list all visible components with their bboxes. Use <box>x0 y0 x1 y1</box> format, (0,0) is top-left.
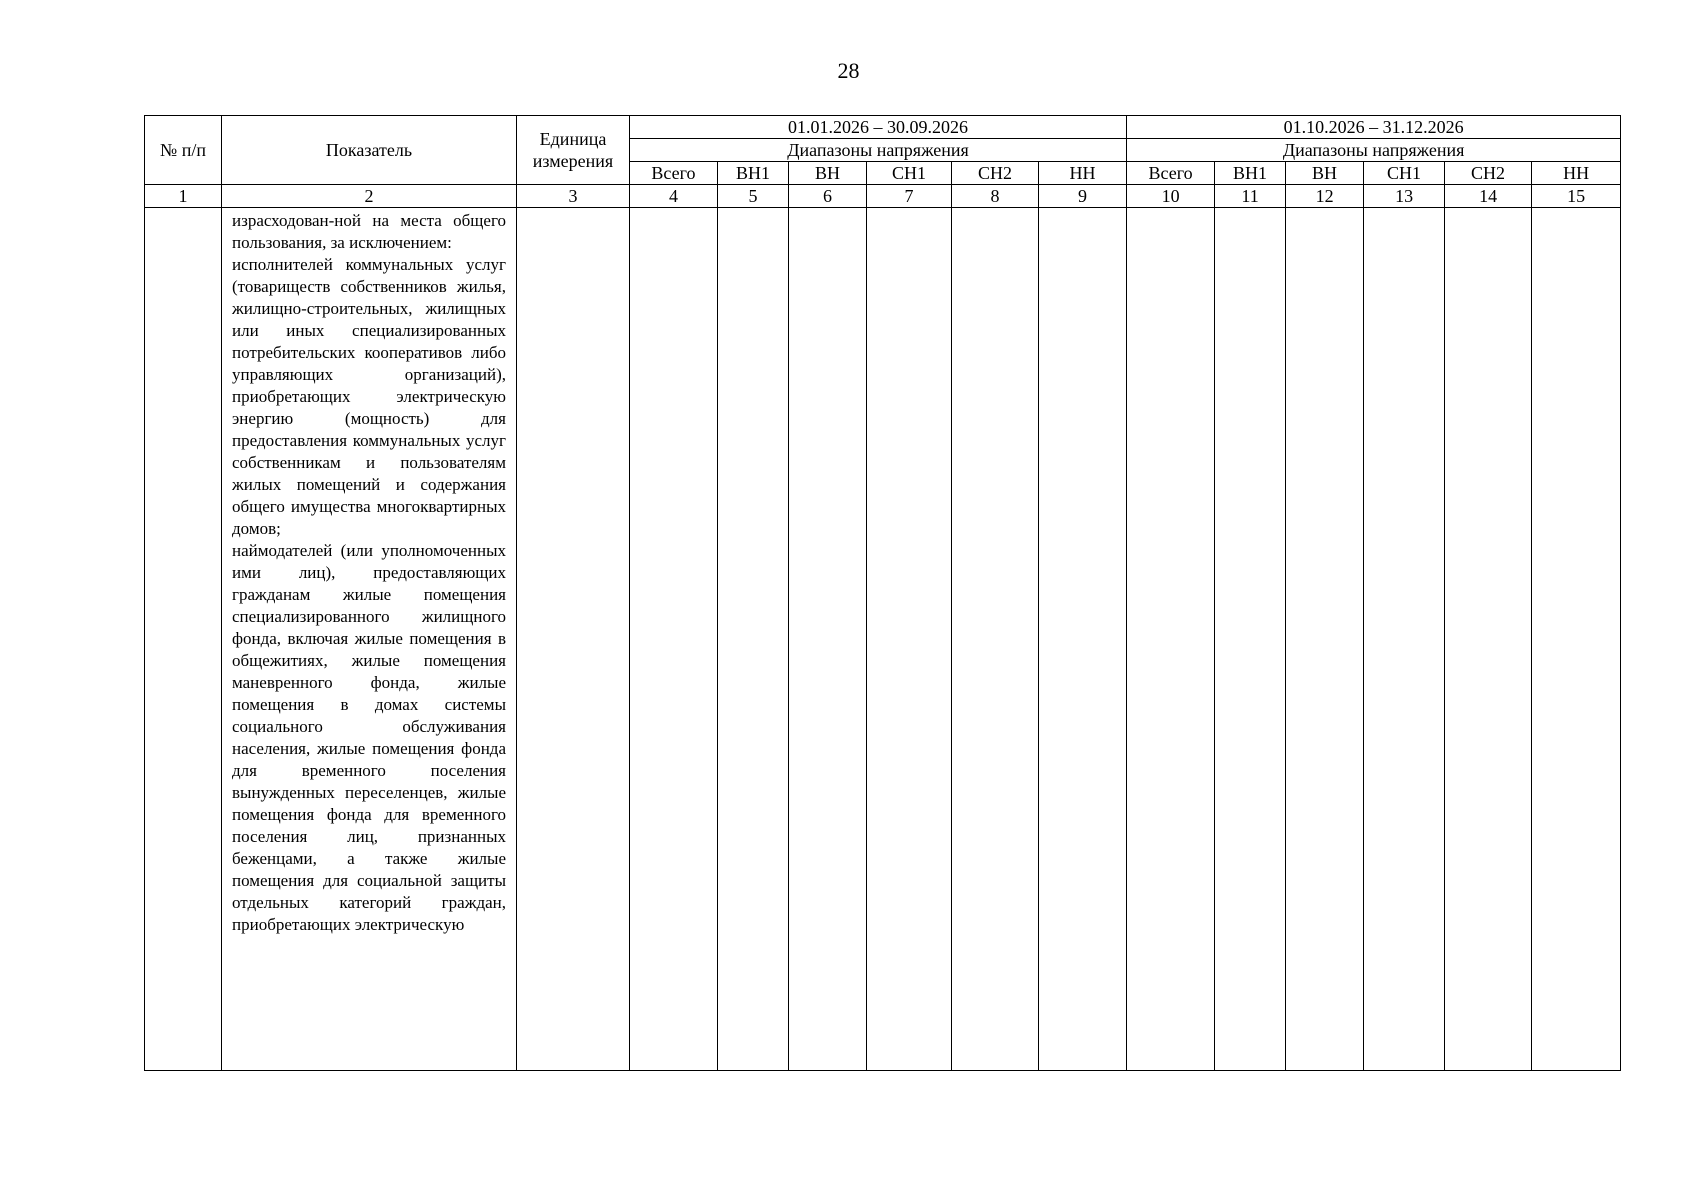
subcol-vn1-2: ВН1 <box>1215 162 1286 185</box>
value-cell <box>1039 208 1127 1071</box>
colnum: 12 <box>1286 185 1364 208</box>
colnum: 2 <box>222 185 517 208</box>
value-cell <box>718 208 789 1071</box>
value-cell <box>952 208 1039 1071</box>
colnum: 6 <box>789 185 867 208</box>
value-cell <box>1127 208 1215 1071</box>
subcol-total-1: Всего <box>630 162 718 185</box>
header-period-1: 01.01.2026 – 30.09.2026 <box>630 116 1127 139</box>
colnum: 7 <box>867 185 952 208</box>
value-cell <box>867 208 952 1071</box>
value-cell <box>1364 208 1445 1071</box>
page-number: 28 <box>837 58 860 83</box>
colnum: 9 <box>1039 185 1127 208</box>
subcol-sn1-2: СН1 <box>1364 162 1445 185</box>
subcol-nn-2: НН <box>1532 162 1621 185</box>
table-row <box>145 208 1621 1071</box>
subcol-vn-2: ВН <box>1286 162 1364 185</box>
value-cell <box>630 208 718 1071</box>
row-unit-cell <box>517 208 630 1071</box>
colnum: 1 <box>145 185 222 208</box>
colnum: 3 <box>517 185 630 208</box>
value-cell <box>1286 208 1364 1071</box>
colnum: 13 <box>1364 185 1445 208</box>
subcol-vn1-1: ВН1 <box>718 162 789 185</box>
colnum: 14 <box>1445 185 1532 208</box>
value-cell <box>789 208 867 1071</box>
header-period-2: 01.10.2026 – 31.12.2026 <box>1127 116 1621 139</box>
value-cell <box>1215 208 1286 1071</box>
value-cell <box>1445 208 1532 1071</box>
colnum: 5 <box>718 185 789 208</box>
colnum: 15 <box>1532 185 1621 208</box>
subcol-sn2-1: СН2 <box>952 162 1039 185</box>
subcol-nn-1: НН <box>1039 162 1127 185</box>
header-indicator: Показатель <box>222 116 517 185</box>
indicators-table <box>144 115 1621 1071</box>
header-row-1 <box>145 116 1621 139</box>
subcol-sn2-2: СН2 <box>1445 162 1532 185</box>
subcol-total-2: Всего <box>1127 162 1215 185</box>
header-voltage-ranges-1: Диапазоны напряжения <box>630 139 1127 162</box>
header-voltage-ranges-2: Диапазоны напряжения <box>1127 139 1621 162</box>
value-cell <box>1532 208 1621 1071</box>
colnum: 8 <box>952 185 1039 208</box>
subcol-sn1-1: СН1 <box>867 162 952 185</box>
colnum: 10 <box>1127 185 1215 208</box>
colnum: 11 <box>1215 185 1286 208</box>
header-unit: Единица измерения <box>517 116 630 185</box>
colnum: 4 <box>630 185 718 208</box>
row-indicator-cell: израсходован-ной на места общего пользования, за исключением: исполнителей коммунальных услуг (товариществ собственников жилья, жилищно-строительных, жилищных или иных специализированных потребительских кооперативов либо управляющих организаций), приобретающих электрическую энергию (мощность) для предоставления коммунальных услуг собственникам и пользователям жилых помещений и содержания общего имущества многоквартирных домов; наймодателей (или уполномоченных ими лиц), предоставляющих гражданам жилые помещения специализированного жилищного фонда, включая жилые помещения в общежитиях, жилые помещения маневренного фонда, жилые помещения в домах системы социального обслуживания населения, жилые помещения фонда для временного поселения вынужденных переселенцев, жилые помещения фонда для временного поселения лиц, признанных беженцами, а также жилые помещения для социальной защиты отдельных категорий граждан, приобретающих электрическую <box>222 208 517 1071</box>
column-numbers-row <box>145 185 1621 208</box>
header-num: № п/п <box>145 116 222 185</box>
subcol-vn-1: ВН <box>789 162 867 185</box>
row-num-cell <box>145 208 222 1071</box>
